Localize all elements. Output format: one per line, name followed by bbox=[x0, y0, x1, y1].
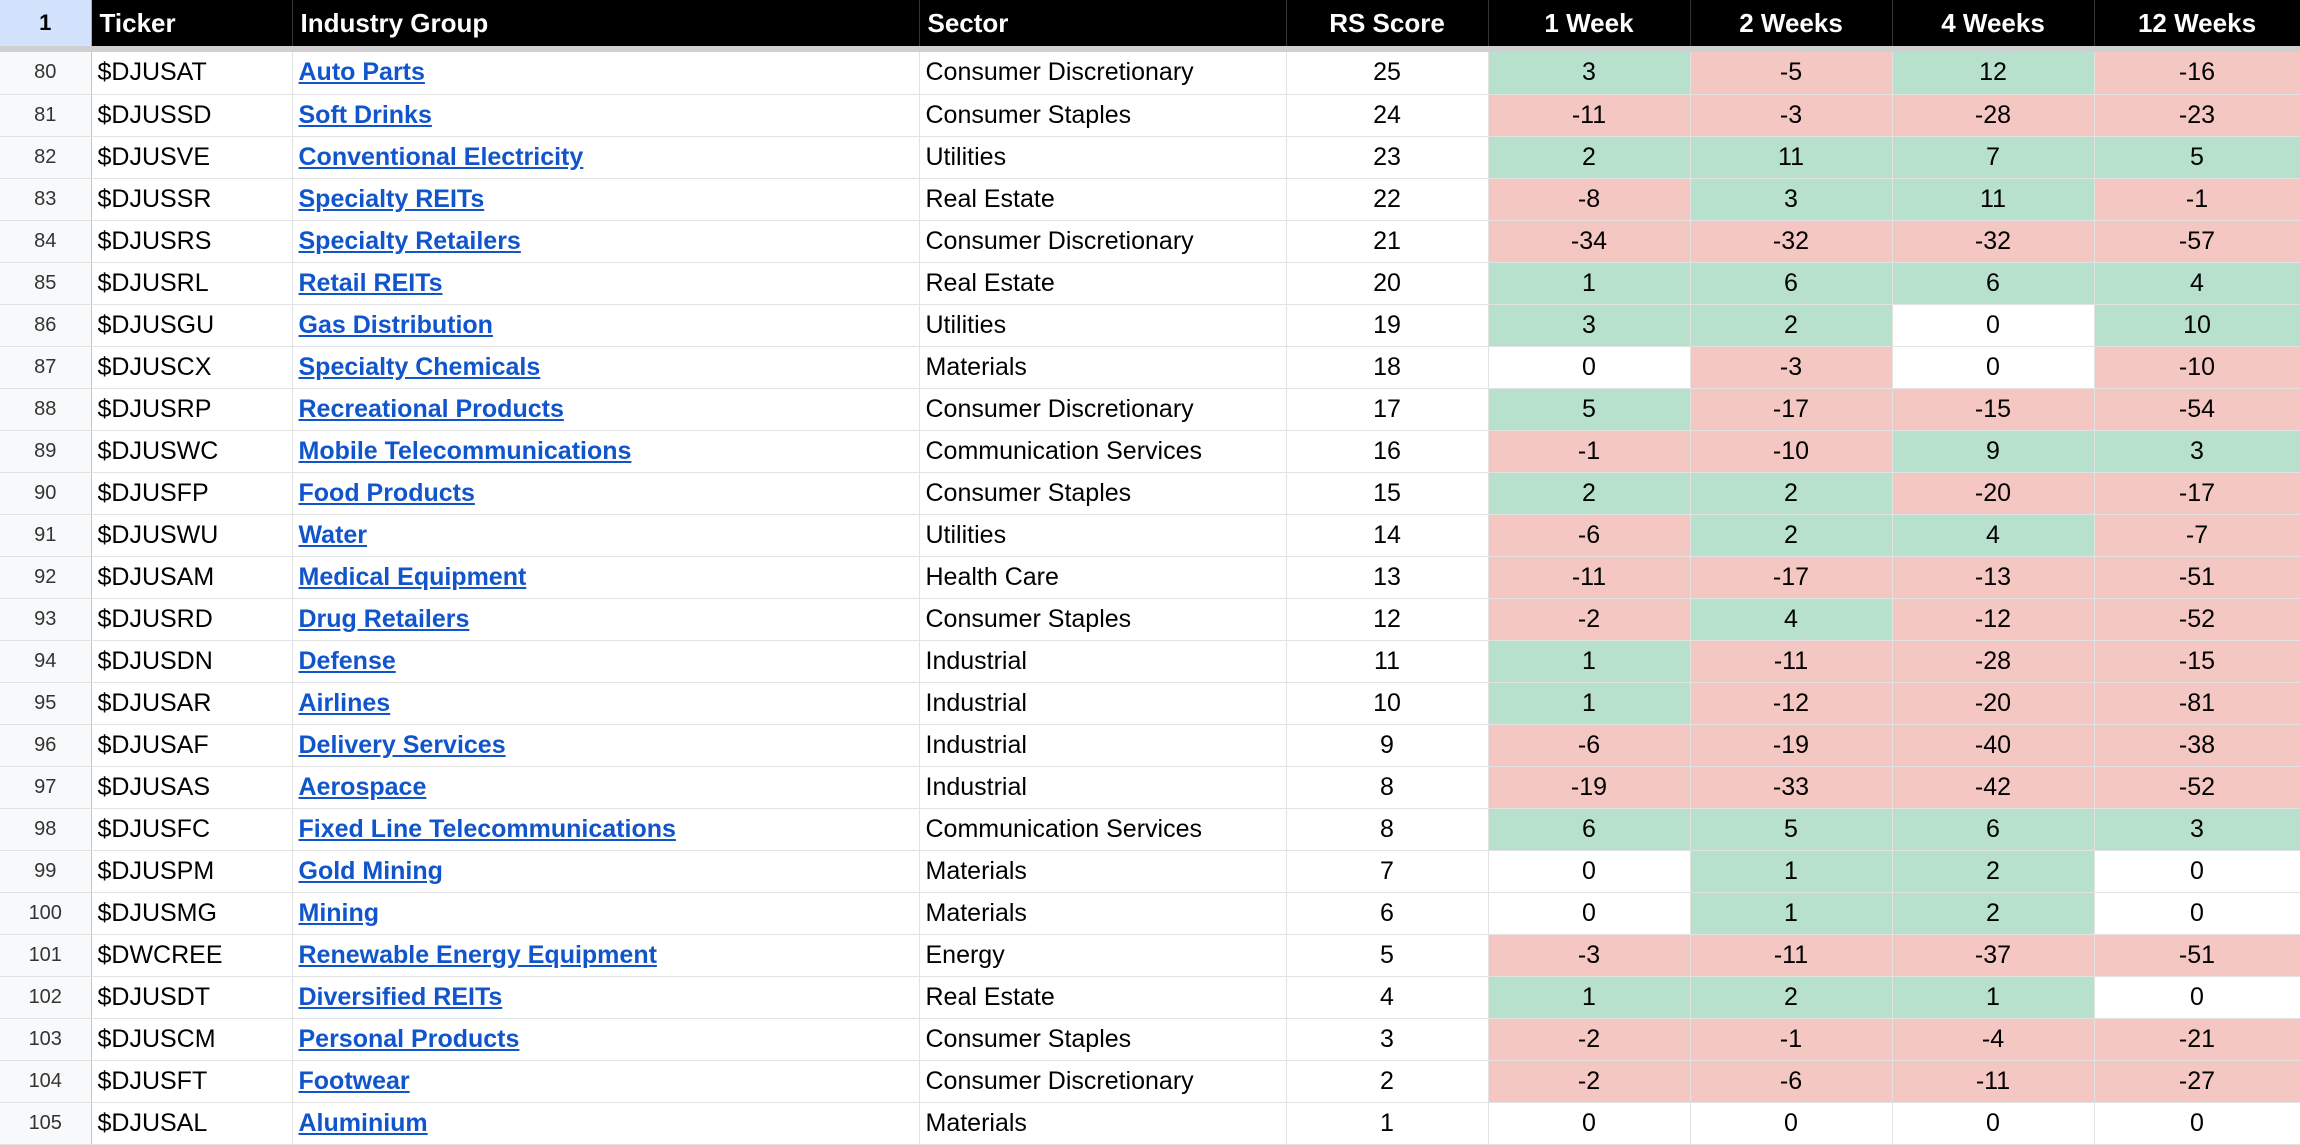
table-row bbox=[0, 304, 2300, 346]
row-number[interactable]: 85 bbox=[0, 262, 91, 304]
rs-score-cell[interactable]: 12 bbox=[1286, 598, 1488, 640]
header-ticker[interactable]: Ticker bbox=[91, 0, 292, 46]
1-week-cell[interactable]: 0 bbox=[1488, 850, 1690, 892]
4-weeks-cell[interactable]: 2 bbox=[1892, 892, 2094, 934]
rs-score-cell[interactable]: 5 bbox=[1286, 934, 1488, 976]
sector-cell[interactable]: Consumer Staples bbox=[919, 598, 1286, 640]
industry-group-cell[interactable] bbox=[292, 640, 919, 682]
header-12-weeks[interactable]: 12 Weeks bbox=[2094, 0, 2300, 46]
table-row bbox=[0, 136, 2300, 178]
2-weeks-cell[interactable]: 2 bbox=[1690, 472, 1892, 514]
sector-cell[interactable]: Materials bbox=[919, 346, 1286, 388]
row-number[interactable]: 92 bbox=[0, 556, 91, 598]
row-number[interactable]: 82 bbox=[0, 136, 91, 178]
12-weeks-cell[interactable]: -81 bbox=[2094, 682, 2300, 724]
12-weeks-cell[interactable]: 3 bbox=[2094, 808, 2300, 850]
rs-score-cell[interactable]: 15 bbox=[1286, 472, 1488, 514]
row-number[interactable]: 80 bbox=[0, 52, 91, 94]
4-weeks-cell[interactable]: 0 bbox=[1892, 346, 2094, 388]
2-weeks-cell[interactable]: 11 bbox=[1690, 136, 1892, 178]
sector-cell[interactable]: Materials bbox=[919, 850, 1286, 892]
industry-group-cell[interactable] bbox=[292, 346, 919, 388]
4-weeks-cell[interactable]: -32 bbox=[1892, 220, 2094, 262]
row-number[interactable]: 102 bbox=[0, 976, 91, 1018]
row-number[interactable]: 88 bbox=[0, 388, 91, 430]
ticker-cell[interactable]: $DJUSRL bbox=[91, 262, 292, 304]
row-number[interactable]: 89 bbox=[0, 430, 91, 472]
rs-score-cell[interactable]: 2 bbox=[1286, 1060, 1488, 1102]
sector-cell[interactable]: Utilities bbox=[919, 304, 1286, 346]
row-number[interactable]: 93 bbox=[0, 598, 91, 640]
table-row bbox=[0, 1018, 2300, 1060]
row-number-header[interactable]: 1 bbox=[0, 0, 91, 46]
rs-score-cell[interactable]: 23 bbox=[1286, 136, 1488, 178]
12-weeks-cell[interactable]: -52 bbox=[2094, 598, 2300, 640]
table-row bbox=[0, 52, 2300, 94]
4-weeks-cell[interactable]: -4 bbox=[1892, 1018, 2094, 1060]
rs-score-cell[interactable]: 22 bbox=[1286, 178, 1488, 220]
table-row bbox=[0, 1102, 2300, 1144]
2-weeks-cell[interactable]: -3 bbox=[1690, 346, 1892, 388]
4-weeks-cell[interactable]: 1 bbox=[1892, 976, 2094, 1018]
4-weeks-cell[interactable]: 6 bbox=[1892, 262, 2094, 304]
1-week-cell[interactable]: -2 bbox=[1488, 598, 1690, 640]
ticker-cell[interactable]: $DJUSGU bbox=[91, 304, 292, 346]
2-weeks-cell[interactable]: -17 bbox=[1690, 388, 1892, 430]
table-body bbox=[0, 52, 2300, 1144]
1-week-cell[interactable]: -8 bbox=[1488, 178, 1690, 220]
rs-score-cell[interactable]: 6 bbox=[1286, 892, 1488, 934]
row-number[interactable]: 84 bbox=[0, 220, 91, 262]
header-4-weeks[interactable]: 4 Weeks bbox=[1892, 0, 2094, 46]
table-row bbox=[0, 262, 2300, 304]
row-number[interactable]: 99 bbox=[0, 850, 91, 892]
row-number[interactable]: 104 bbox=[0, 1060, 91, 1102]
4-weeks-cell[interactable]: 0 bbox=[1892, 1102, 2094, 1144]
industry-group-cell[interactable] bbox=[292, 1060, 919, 1102]
industry-group-cell[interactable] bbox=[292, 766, 919, 808]
12-weeks-cell[interactable]: -17 bbox=[2094, 472, 2300, 514]
12-weeks-cell[interactable]: 4 bbox=[2094, 262, 2300, 304]
industry-group-cell[interactable] bbox=[292, 304, 919, 346]
rs-score-cell[interactable]: 8 bbox=[1286, 808, 1488, 850]
rs-score-cell[interactable]: 11 bbox=[1286, 640, 1488, 682]
sector-cell[interactable]: Utilities bbox=[919, 514, 1286, 556]
table-row bbox=[0, 388, 2300, 430]
12-weeks-cell[interactable]: -21 bbox=[2094, 1018, 2300, 1060]
row-number[interactable]: 97 bbox=[0, 766, 91, 808]
industry-group-link[interactable]: Aluminium bbox=[298, 1108, 428, 1137]
row-number[interactable]: 105 bbox=[0, 1102, 91, 1144]
1-week-cell[interactable]: -2 bbox=[1488, 1060, 1690, 1102]
ticker-cell[interactable]: $DJUSVE bbox=[91, 136, 292, 178]
1-week-cell[interactable]: 0 bbox=[1488, 892, 1690, 934]
2-weeks-cell[interactable]: 1 bbox=[1690, 850, 1892, 892]
table-row bbox=[0, 892, 2300, 934]
industry-group-link[interactable]: Gas Distribution bbox=[298, 310, 493, 339]
1-week-cell[interactable]: 1 bbox=[1488, 262, 1690, 304]
industry-group-cell[interactable] bbox=[292, 262, 919, 304]
industry-group-cell[interactable] bbox=[292, 934, 919, 976]
row-number[interactable]: 91 bbox=[0, 514, 91, 556]
row-number[interactable]: 98 bbox=[0, 808, 91, 850]
ticker-cell[interactable]: $DWCREE bbox=[91, 934, 292, 976]
sector-cell[interactable]: Consumer Discretionary bbox=[919, 52, 1286, 94]
industry-group-link[interactable]: Footwear bbox=[298, 1066, 410, 1095]
ticker-cell[interactable]: $DJUSCM bbox=[91, 1018, 292, 1060]
industry-group-link[interactable]: Conventional Electricity bbox=[298, 142, 584, 171]
4-weeks-cell[interactable]: -28 bbox=[1892, 640, 2094, 682]
industry-group-link[interactable]: Food Products bbox=[298, 478, 475, 507]
4-weeks-cell[interactable]: 6 bbox=[1892, 808, 2094, 850]
industry-group-cell[interactable] bbox=[292, 1102, 919, 1144]
table-row bbox=[0, 640, 2300, 682]
table-row bbox=[0, 472, 2300, 514]
row-number[interactable]: 87 bbox=[0, 346, 91, 388]
4-weeks-cell[interactable]: 11 bbox=[1892, 178, 2094, 220]
1-week-cell[interactable]: 3 bbox=[1488, 52, 1690, 94]
industry-group-link[interactable]: Defense bbox=[298, 646, 396, 675]
industry-group-cell[interactable] bbox=[292, 1018, 919, 1060]
12-weeks-cell[interactable]: 0 bbox=[2094, 976, 2300, 1018]
4-weeks-cell[interactable]: 4 bbox=[1892, 514, 2094, 556]
1-week-cell[interactable]: 1 bbox=[1488, 976, 1690, 1018]
12-weeks-cell[interactable]: -54 bbox=[2094, 388, 2300, 430]
industry-group-link[interactable]: Auto Parts bbox=[298, 58, 425, 87]
2-weeks-cell[interactable]: -5 bbox=[1690, 52, 1892, 94]
sector-cell[interactable]: Utilities bbox=[919, 136, 1286, 178]
12-weeks-cell[interactable]: -1 bbox=[2094, 178, 2300, 220]
ticker-cell[interactable]: $DJUSSD bbox=[91, 94, 292, 136]
table-row bbox=[0, 766, 2300, 808]
sector-cell[interactable]: Industrial bbox=[919, 682, 1286, 724]
industry-group-link[interactable]: Personal Products bbox=[298, 1024, 520, 1053]
header-2-weeks[interactable]: 2 Weeks bbox=[1690, 0, 1892, 46]
sector-cell[interactable]: Energy bbox=[919, 934, 1286, 976]
ticker-cell[interactable]: $DJUSWU bbox=[91, 514, 292, 556]
row-number[interactable]: 90 bbox=[0, 472, 91, 514]
rs-score-cell[interactable]: 9 bbox=[1286, 724, 1488, 766]
12-weeks-cell[interactable]: 0 bbox=[2094, 850, 2300, 892]
industry-group-cell[interactable] bbox=[292, 808, 919, 850]
1-week-cell[interactable]: 2 bbox=[1488, 136, 1690, 178]
industry-group-link[interactable]: Specialty REITs bbox=[298, 184, 485, 213]
1-week-cell[interactable]: -2 bbox=[1488, 1018, 1690, 1060]
sector-cell[interactable]: Materials bbox=[919, 1102, 1286, 1144]
2-weeks-cell[interactable]: -1 bbox=[1690, 1018, 1892, 1060]
2-weeks-cell[interactable]: -12 bbox=[1690, 682, 1892, 724]
4-weeks-cell[interactable]: -11 bbox=[1892, 1060, 2094, 1102]
12-weeks-cell[interactable]: 0 bbox=[2094, 1102, 2300, 1144]
sector-cell[interactable]: Real Estate bbox=[919, 976, 1286, 1018]
2-weeks-cell[interactable]: 0 bbox=[1690, 1102, 1892, 1144]
rs-score-cell[interactable]: 21 bbox=[1286, 220, 1488, 262]
header-rs-score[interactable]: RS Score bbox=[1286, 0, 1488, 46]
ticker-cell[interactable]: $DJUSMG bbox=[91, 892, 292, 934]
4-weeks-cell[interactable]: 0 bbox=[1892, 304, 2094, 346]
2-weeks-cell[interactable]: 4 bbox=[1690, 598, 1892, 640]
ticker-cell[interactable]: $DJUSAL bbox=[91, 1102, 292, 1144]
2-weeks-cell[interactable]: -6 bbox=[1690, 1060, 1892, 1102]
sector-cell[interactable]: Communication Services bbox=[919, 808, 1286, 850]
row-number[interactable]: 83 bbox=[0, 178, 91, 220]
table-row bbox=[0, 1060, 2300, 1102]
industry-group-link[interactable]: Specialty Chemicals bbox=[298, 352, 541, 381]
ticker-cell[interactable]: $DJUSPM bbox=[91, 850, 292, 892]
rs-score-cell[interactable]: 14 bbox=[1286, 514, 1488, 556]
1-week-cell[interactable]: -6 bbox=[1488, 514, 1690, 556]
row-number[interactable]: 94 bbox=[0, 640, 91, 682]
industry-group-cell[interactable] bbox=[292, 976, 919, 1018]
ticker-cell[interactable]: $DJUSDN bbox=[91, 640, 292, 682]
12-weeks-cell[interactable]: 5 bbox=[2094, 136, 2300, 178]
rs-score-cell[interactable]: 3 bbox=[1286, 1018, 1488, 1060]
12-weeks-cell[interactable]: -10 bbox=[2094, 346, 2300, 388]
industry-group-link[interactable]: Medical Equipment bbox=[298, 562, 527, 591]
4-weeks-cell[interactable]: -13 bbox=[1892, 556, 2094, 598]
ticker-cell[interactable]: $DJUSAR bbox=[91, 682, 292, 724]
industry-group-cell[interactable] bbox=[292, 52, 919, 94]
table-row bbox=[0, 346, 2300, 388]
industry-group-link[interactable]: Delivery Services bbox=[298, 730, 506, 759]
industry-group-cell[interactable] bbox=[292, 472, 919, 514]
industry-group-link[interactable]: Diversified REITs bbox=[298, 982, 503, 1011]
industry-group-cell[interactable] bbox=[292, 220, 919, 262]
4-weeks-cell[interactable]: -37 bbox=[1892, 934, 2094, 976]
rs-score-cell[interactable]: 24 bbox=[1286, 94, 1488, 136]
industry-group-link[interactable]: Soft Drinks bbox=[298, 100, 432, 129]
sector-cell[interactable]: Consumer Staples bbox=[919, 1018, 1286, 1060]
ticker-cell[interactable]: $DJUSRP bbox=[91, 388, 292, 430]
table-row bbox=[0, 850, 2300, 892]
2-weeks-cell[interactable]: 6 bbox=[1690, 262, 1892, 304]
rs-score-cell[interactable]: 4 bbox=[1286, 976, 1488, 1018]
ticker-cell[interactable]: $DJUSRS bbox=[91, 220, 292, 262]
rs-score-cell[interactable]: 18 bbox=[1286, 346, 1488, 388]
1-week-cell[interactable]: -11 bbox=[1488, 556, 1690, 598]
industry-group-link[interactable]: Fixed Line Telecommunications bbox=[298, 814, 676, 843]
12-weeks-cell[interactable]: -57 bbox=[2094, 220, 2300, 262]
2-weeks-cell[interactable]: 5 bbox=[1690, 808, 1892, 850]
sector-cell[interactable]: Consumer Staples bbox=[919, 94, 1286, 136]
1-week-cell[interactable]: -1 bbox=[1488, 430, 1690, 472]
table-row bbox=[0, 976, 2300, 1018]
rs-score-cell[interactable]: 13 bbox=[1286, 556, 1488, 598]
sector-cell[interactable]: Real Estate bbox=[919, 178, 1286, 220]
industry-group-cell[interactable] bbox=[292, 136, 919, 178]
2-weeks-cell[interactable]: -11 bbox=[1690, 640, 1892, 682]
4-weeks-cell[interactable]: 2 bbox=[1892, 850, 2094, 892]
industry-group-cell[interactable] bbox=[292, 682, 919, 724]
table-row bbox=[0, 598, 2300, 640]
2-weeks-cell[interactable]: 3 bbox=[1690, 178, 1892, 220]
2-weeks-cell[interactable]: 2 bbox=[1690, 304, 1892, 346]
industry-group-cell[interactable] bbox=[292, 892, 919, 934]
ticker-cell[interactable]: $DJUSWC bbox=[91, 430, 292, 472]
sector-cell[interactable]: Real Estate bbox=[919, 262, 1286, 304]
1-week-cell[interactable]: -11 bbox=[1488, 94, 1690, 136]
2-weeks-cell[interactable]: -32 bbox=[1690, 220, 1892, 262]
sector-cell[interactable]: Industrial bbox=[919, 766, 1286, 808]
1-week-cell[interactable]: -19 bbox=[1488, 766, 1690, 808]
1-week-cell[interactable]: 0 bbox=[1488, 346, 1690, 388]
sector-cell[interactable]: Industrial bbox=[919, 640, 1286, 682]
header-row bbox=[0, 0, 2300, 46]
1-week-cell[interactable]: -6 bbox=[1488, 724, 1690, 766]
ticker-cell[interactable]: $DJUSFP bbox=[91, 472, 292, 514]
2-weeks-cell[interactable]: -19 bbox=[1690, 724, 1892, 766]
2-weeks-cell[interactable]: -11 bbox=[1690, 934, 1892, 976]
4-weeks-cell[interactable]: -40 bbox=[1892, 724, 2094, 766]
table-row bbox=[0, 430, 2300, 472]
row-number[interactable]: 101 bbox=[0, 934, 91, 976]
12-weeks-cell[interactable]: -7 bbox=[2094, 514, 2300, 556]
industry-group-link[interactable]: Airlines bbox=[298, 688, 391, 717]
industry-group-link[interactable]: Gold Mining bbox=[298, 856, 443, 885]
sector-cell[interactable]: Consumer Discretionary bbox=[919, 388, 1286, 430]
12-weeks-cell[interactable]: -38 bbox=[2094, 724, 2300, 766]
sector-cell[interactable]: Communication Services bbox=[919, 430, 1286, 472]
1-week-cell[interactable]: 1 bbox=[1488, 682, 1690, 724]
4-weeks-cell[interactable]: -20 bbox=[1892, 682, 2094, 724]
12-weeks-cell[interactable]: 10 bbox=[2094, 304, 2300, 346]
rs-score-cell[interactable]: 17 bbox=[1286, 388, 1488, 430]
ticker-cell[interactable]: $DJUSAM bbox=[91, 556, 292, 598]
table-row bbox=[0, 514, 2300, 556]
sector-cell[interactable]: Consumer Discretionary bbox=[919, 220, 1286, 262]
4-weeks-cell[interactable]: -42 bbox=[1892, 766, 2094, 808]
industry-group-cell[interactable] bbox=[292, 724, 919, 766]
sector-cell[interactable]: Health Care bbox=[919, 556, 1286, 598]
sector-cell[interactable]: Materials bbox=[919, 892, 1286, 934]
rs-score-cell[interactable]: 25 bbox=[1286, 52, 1488, 94]
4-weeks-cell[interactable]: 7 bbox=[1892, 136, 2094, 178]
row-number[interactable]: 100 bbox=[0, 892, 91, 934]
industry-group-link[interactable]: Water bbox=[298, 520, 368, 549]
2-weeks-cell[interactable]: -10 bbox=[1690, 430, 1892, 472]
industry-group-cell[interactable] bbox=[292, 556, 919, 598]
ticker-cell[interactable]: $DJUSFC bbox=[91, 808, 292, 850]
row-number[interactable]: 96 bbox=[0, 724, 91, 766]
industry-group-link[interactable]: Aerospace bbox=[298, 772, 427, 801]
ticker-cell[interactable]: $DJUSAF bbox=[91, 724, 292, 766]
industry-group-link[interactable]: Mining bbox=[298, 898, 380, 927]
ticker-cell[interactable]: $DJUSCX bbox=[91, 346, 292, 388]
4-weeks-cell[interactable]: -20 bbox=[1892, 472, 2094, 514]
table-row bbox=[0, 94, 2300, 136]
1-week-cell[interactable]: -3 bbox=[1488, 934, 1690, 976]
table-row bbox=[0, 808, 2300, 850]
12-weeks-cell[interactable]: -15 bbox=[2094, 640, 2300, 682]
table-row bbox=[0, 724, 2300, 766]
industry-group-cell[interactable] bbox=[292, 514, 919, 556]
industry-group-cell[interactable] bbox=[292, 430, 919, 472]
ticker-cell[interactable]: $DJUSAS bbox=[91, 766, 292, 808]
rs-score-cell[interactable]: 20 bbox=[1286, 262, 1488, 304]
industry-group-link[interactable]: Specialty Retailers bbox=[298, 226, 521, 255]
1-week-cell[interactable]: 3 bbox=[1488, 304, 1690, 346]
sector-cell[interactable]: Consumer Staples bbox=[919, 472, 1286, 514]
12-weeks-cell[interactable]: -51 bbox=[2094, 556, 2300, 598]
header-industry-group[interactable]: Industry Group bbox=[292, 0, 919, 46]
ticker-cell[interactable]: $DJUSRD bbox=[91, 598, 292, 640]
4-weeks-cell[interactable]: -12 bbox=[1892, 598, 2094, 640]
ticker-cell[interactable]: $DJUSDT bbox=[91, 976, 292, 1018]
2-weeks-cell[interactable]: -3 bbox=[1690, 94, 1892, 136]
1-week-cell[interactable]: 6 bbox=[1488, 808, 1690, 850]
industry-group-link[interactable]: Drug Retailers bbox=[298, 604, 470, 633]
industry-group-cell[interactable] bbox=[292, 850, 919, 892]
row-number[interactable]: 86 bbox=[0, 304, 91, 346]
table-row bbox=[0, 556, 2300, 598]
table-row bbox=[0, 178, 2300, 220]
industry-group-cell[interactable] bbox=[292, 598, 919, 640]
12-weeks-cell[interactable]: -23 bbox=[2094, 94, 2300, 136]
table-row bbox=[0, 682, 2300, 724]
industry-group-cell[interactable] bbox=[292, 94, 919, 136]
sector-cell[interactable]: Consumer Discretionary bbox=[919, 1060, 1286, 1102]
sector-cell[interactable]: Industrial bbox=[919, 724, 1286, 766]
row-number[interactable]: 95 bbox=[0, 682, 91, 724]
4-weeks-cell[interactable]: -15 bbox=[1892, 388, 2094, 430]
ticker-cell[interactable]: $DJUSSR bbox=[91, 178, 292, 220]
rs-score-cell[interactable]: 16 bbox=[1286, 430, 1488, 472]
1-week-cell[interactable]: 0 bbox=[1488, 1102, 1690, 1144]
12-weeks-cell[interactable]: 3 bbox=[2094, 430, 2300, 472]
1-week-cell[interactable]: 1 bbox=[1488, 640, 1690, 682]
industry-group-link[interactable]: Retail REITs bbox=[298, 268, 443, 297]
table-row bbox=[0, 220, 2300, 262]
rs-score-cell[interactable]: 1 bbox=[1286, 1102, 1488, 1144]
4-weeks-cell[interactable]: -28 bbox=[1892, 94, 2094, 136]
row-number[interactable]: 81 bbox=[0, 94, 91, 136]
2-weeks-cell[interactable]: -17 bbox=[1690, 556, 1892, 598]
industry-group-link[interactable]: Renewable Energy Equipment bbox=[298, 940, 657, 969]
12-weeks-cell[interactable]: 0 bbox=[2094, 892, 2300, 934]
industry-group-cell[interactable] bbox=[292, 388, 919, 430]
2-weeks-cell[interactable]: 2 bbox=[1690, 514, 1892, 556]
rs-score-cell[interactable]: 8 bbox=[1286, 766, 1488, 808]
rs-score-cell[interactable]: 19 bbox=[1286, 304, 1488, 346]
2-weeks-cell[interactable]: 1 bbox=[1690, 892, 1892, 934]
4-weeks-cell[interactable]: 9 bbox=[1892, 430, 2094, 472]
industry-group-cell[interactable] bbox=[292, 178, 919, 220]
1-week-cell[interactable]: 2 bbox=[1488, 472, 1690, 514]
row-number[interactable]: 103 bbox=[0, 1018, 91, 1060]
rs-score-cell[interactable]: 7 bbox=[1286, 850, 1488, 892]
12-weeks-cell[interactable]: -52 bbox=[2094, 766, 2300, 808]
header-1-week[interactable]: 1 Week bbox=[1488, 0, 1690, 46]
rs-score-cell[interactable]: 10 bbox=[1286, 682, 1488, 724]
12-weeks-cell[interactable]: -51 bbox=[2094, 934, 2300, 976]
header-sector[interactable]: Sector bbox=[919, 0, 1286, 46]
4-weeks-cell[interactable]: 12 bbox=[1892, 52, 2094, 94]
1-week-cell[interactable]: 5 bbox=[1488, 388, 1690, 430]
12-weeks-cell[interactable]: -27 bbox=[2094, 1060, 2300, 1102]
12-weeks-cell[interactable]: -16 bbox=[2094, 52, 2300, 94]
1-week-cell[interactable]: -34 bbox=[1488, 220, 1690, 262]
ticker-cell[interactable]: $DJUSAT bbox=[91, 52, 292, 94]
table-row bbox=[0, 934, 2300, 976]
industry-group-link[interactable]: Recreational Products bbox=[298, 394, 564, 423]
industry-group-link[interactable]: Mobile Telecommunications bbox=[298, 436, 632, 465]
ticker-cell[interactable]: $DJUSFT bbox=[91, 1060, 292, 1102]
2-weeks-cell[interactable]: 2 bbox=[1690, 976, 1892, 1018]
2-weeks-cell[interactable]: -33 bbox=[1690, 766, 1892, 808]
